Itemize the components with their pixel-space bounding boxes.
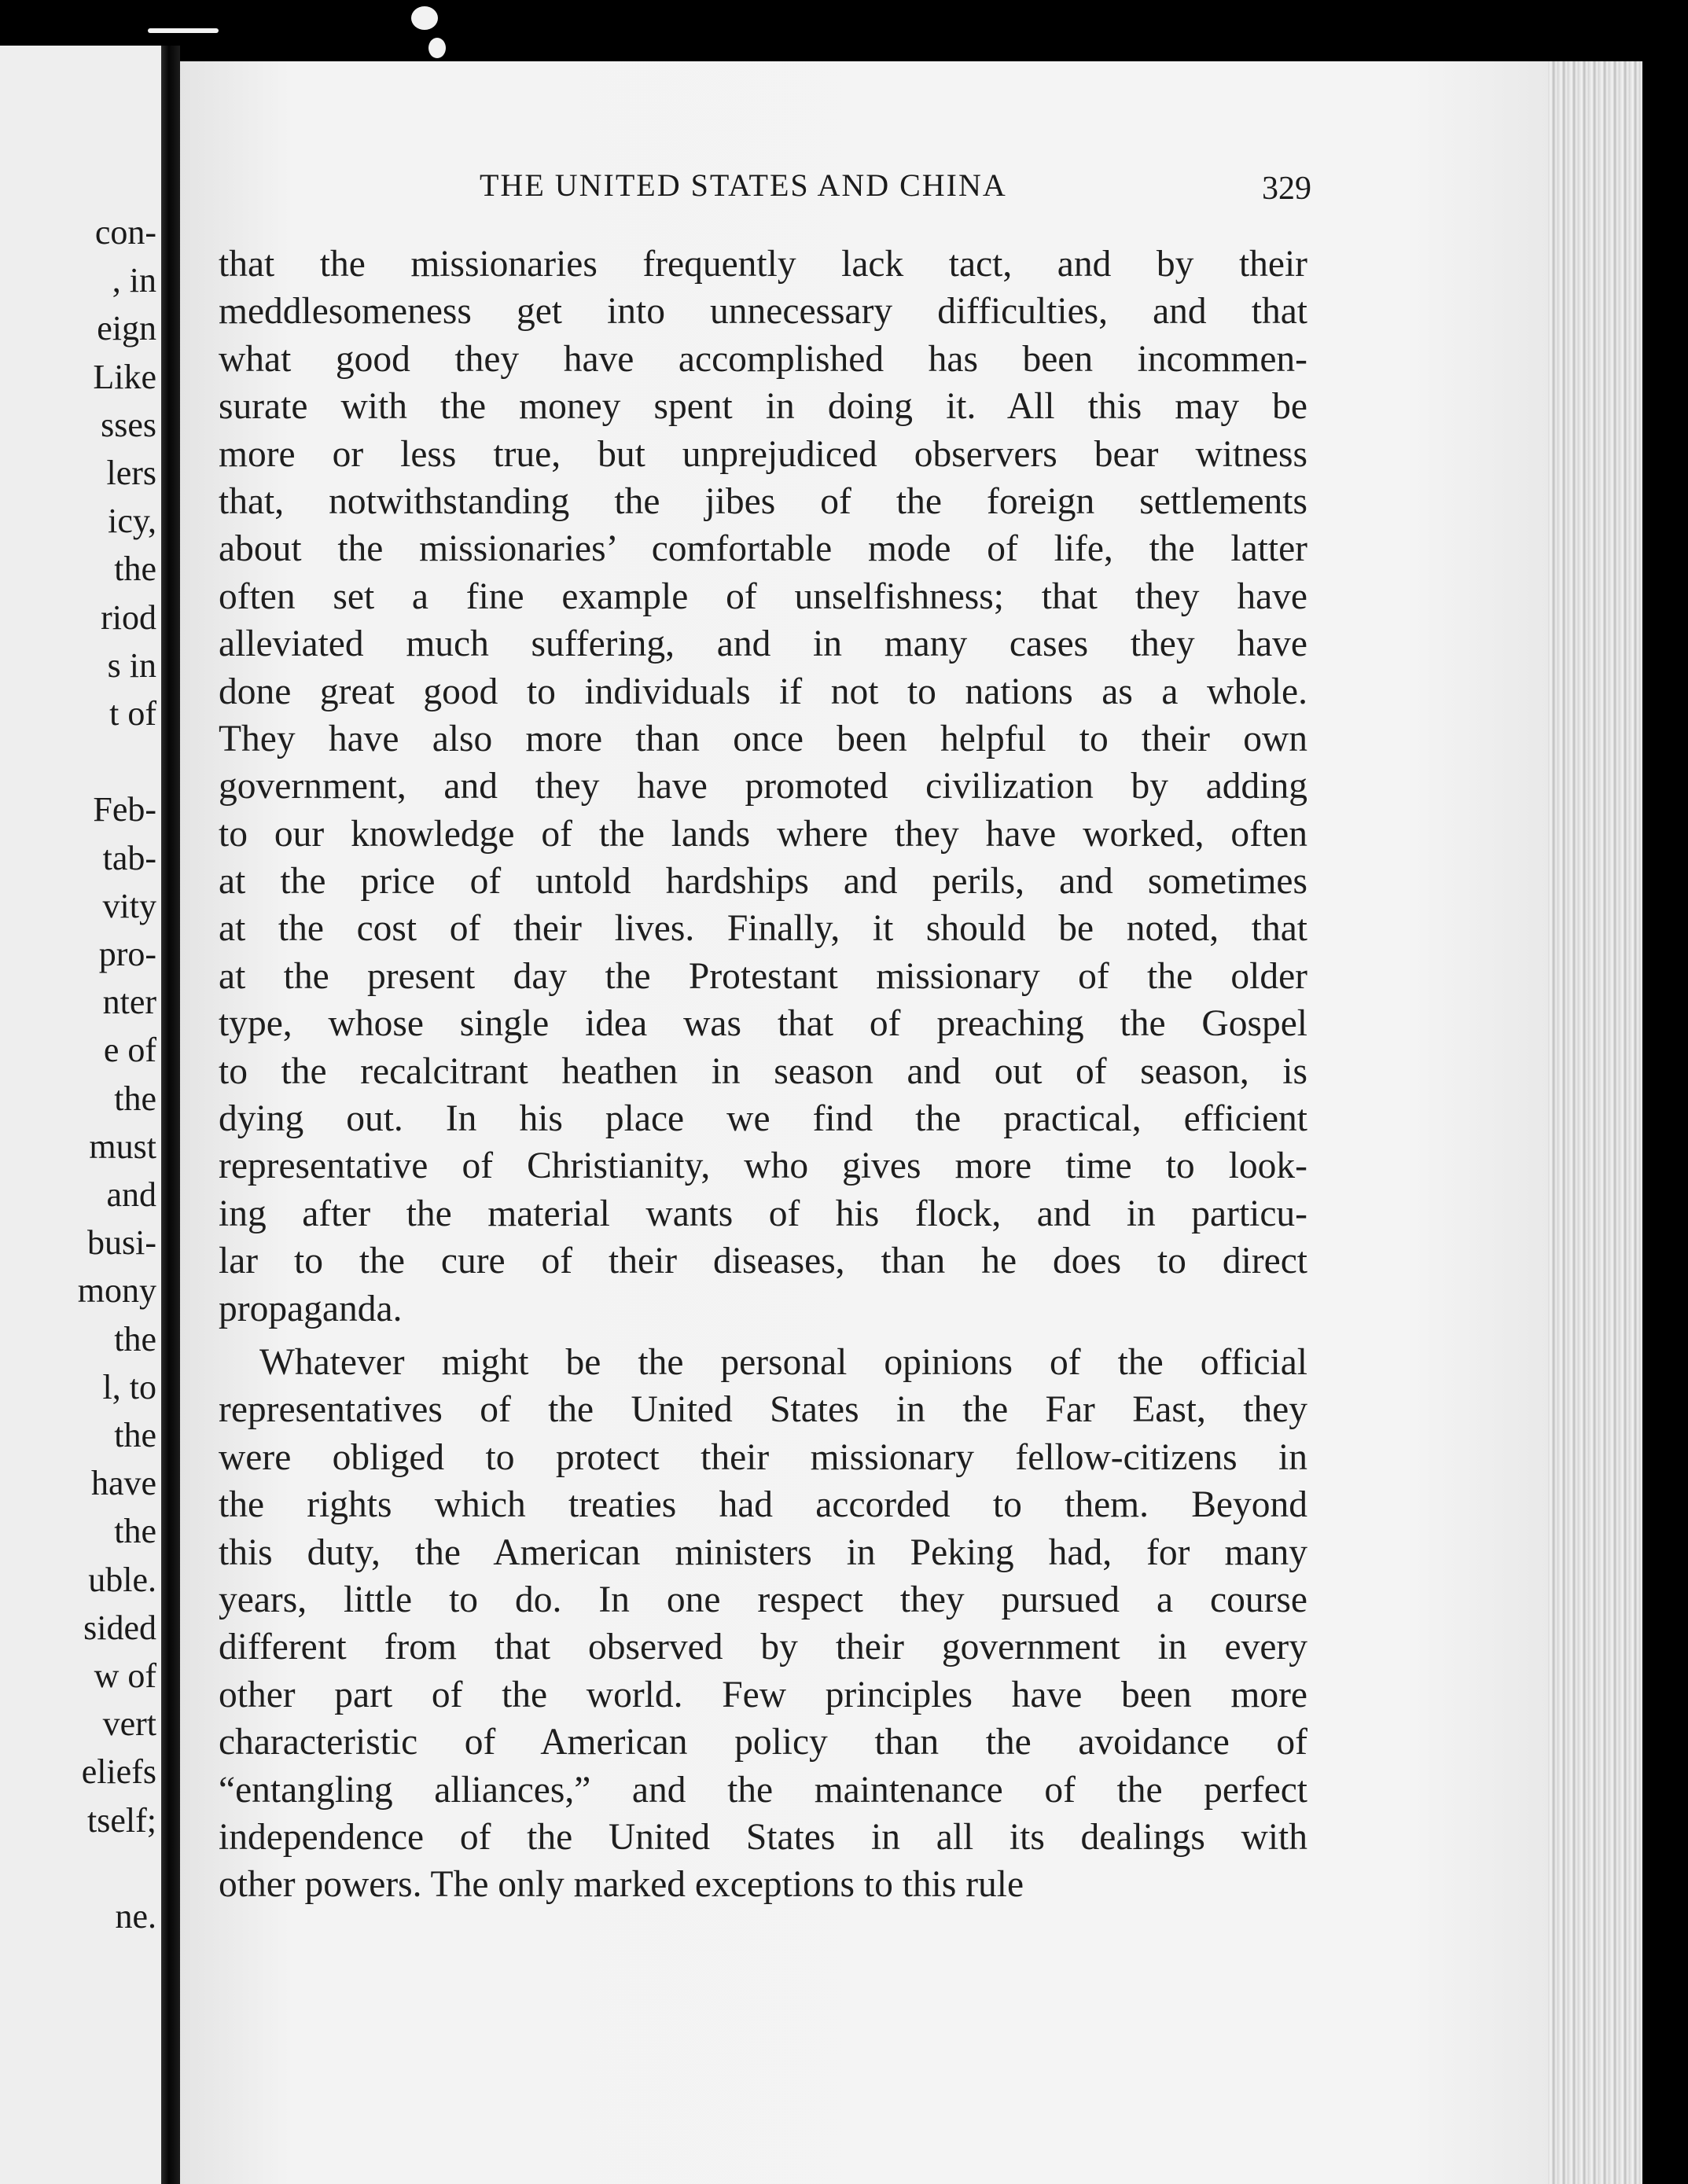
- left-page-fragment: have: [90, 1464, 156, 1503]
- text-line: to our knowledge of the lands where they have worked, often: [219, 813, 1307, 855]
- text-line: done great good to individuals if not to nations as a whole.: [219, 671, 1307, 712]
- text-line: this duty, the American ministers in Peking had, for many: [219, 1531, 1307, 1573]
- left-page-fragment: riod: [101, 597, 156, 637]
- text-line: lar to the cure of their diseases, than he does to direct: [219, 1241, 1307, 1282]
- text-line: other powers. The only marked exceptions to this rule: [219, 1864, 1024, 1906]
- left-page-fragment: con-: [94, 213, 156, 252]
- text-line: at the present day the Protestant missionary of the older: [219, 955, 1307, 997]
- text-line: about the missionaries’ comfortable mode of life, the latter: [219, 528, 1307, 570]
- left-page-fragment: icy,: [108, 502, 156, 541]
- text-line: alleviated much suffering, and in many cases they have: [219, 623, 1307, 665]
- left-page-fragment: tself;: [87, 1800, 156, 1840]
- left-page-fragment: and: [106, 1175, 156, 1214]
- text-line: “entangling alliances,” and the maintenance of the perfect: [219, 1769, 1307, 1811]
- left-page-fragment: Like: [93, 357, 156, 396]
- text-line: Whatever might be the personal opinions of the official: [259, 1341, 1307, 1383]
- left-page-fragment: mony: [77, 1271, 156, 1311]
- text-line: surate with the money spent in doing it. All this may be: [219, 386, 1307, 428]
- text-line: that the missionaries frequently lack tact, and by their: [219, 244, 1307, 285]
- text-line: other part of the world. Few principles have been more: [219, 1674, 1307, 1715]
- page-number: 329: [1262, 171, 1311, 207]
- text-line: type, whose single idea was that of preaching the Gospel: [219, 1003, 1307, 1045]
- text-line: what good they have accomplished has been incommen-: [219, 338, 1307, 380]
- left-page-fragment: nter: [102, 983, 156, 1022]
- text-line: different from that observed by their government in every: [219, 1627, 1307, 1668]
- left-page-fragment: must: [89, 1127, 156, 1166]
- left-page-fragment: pro-: [98, 935, 156, 973]
- text-line: years, little to do. In one respect they pursued a course: [219, 1579, 1307, 1620]
- text-line: They have also more than once been helpful to their own: [219, 718, 1307, 759]
- left-page-fragment: uble.: [88, 1560, 156, 1599]
- left-page-fragment: the: [114, 1079, 156, 1118]
- book-binding-gutter: [161, 46, 180, 2184]
- left-page-fragment: l, to: [102, 1367, 156, 1406]
- left-facing-page: [0, 46, 161, 2184]
- scan-artifact: [411, 6, 438, 30]
- text-line: meddlesomeness get into unnecessary difficulties, and that: [219, 291, 1307, 333]
- text-line: at the cost of their lives. Finally, it should be noted, that: [219, 908, 1307, 950]
- left-page-fragment: the: [114, 1416, 156, 1454]
- left-page-fragment: the: [114, 1319, 156, 1359]
- body-text: [219, 241, 1307, 1909]
- left-page-fragment: vity: [102, 886, 156, 925]
- page-edges: [1548, 61, 1642, 2184]
- text-line: that, notwithstanding the jibes of the foreign settlements: [219, 480, 1307, 522]
- left-page-fragment: eliefs: [81, 1752, 156, 1792]
- left-page-fragment: ne.: [115, 1897, 156, 1936]
- left-page-fragment: sses: [101, 405, 156, 444]
- text-line: to the recalcitrant heathen in season and out of season, is: [219, 1050, 1307, 1092]
- left-page-fragment: busi-: [87, 1223, 156, 1263]
- left-page-fragment: tab-: [102, 838, 156, 877]
- text-line: at the price of untold hardships and perils, and sometimes: [219, 861, 1307, 903]
- running-head: THE UNITED STATES AND CHINA: [480, 167, 1007, 203]
- text-line: propaganda.: [219, 1288, 403, 1329]
- text-line: representatives of the United States in the Far East, they: [219, 1389, 1307, 1431]
- text-line: more or less true, but unprejudiced observers bear witness: [219, 433, 1307, 475]
- paragraph-2: [219, 1339, 1307, 1909]
- text-line: ing after the material wants of his flock, and in particu-: [219, 1193, 1307, 1234]
- left-page-fragment: t of: [109, 694, 156, 733]
- text-line: the rights which treaties had accorded to them. Beyond: [219, 1484, 1307, 1526]
- text-line: characteristic of American policy than the avoidance of: [219, 1722, 1307, 1763]
- scan-artifact: [428, 38, 446, 58]
- text-line: dying out. In his place we find the practical, efficient: [219, 1098, 1307, 1140]
- text-line: independence of the United States in all its dealings with: [219, 1816, 1307, 1858]
- text-line: representative of Christianity, who gives more time to look-: [219, 1145, 1307, 1187]
- left-page-fragment: sided: [83, 1608, 156, 1647]
- left-page-fragment: w of: [94, 1656, 156, 1695]
- text-line: government, and they have promoted civilization by adding: [219, 766, 1307, 807]
- left-page-fragment: Feb-: [93, 790, 156, 829]
- text-line: often set a fine example of unselfishness; that they have: [219, 575, 1307, 617]
- text-line: were obliged to protect their missionary fellow-citizens in: [219, 1436, 1307, 1478]
- left-page-fragment: the: [114, 550, 156, 589]
- left-page-fragment: s in: [107, 645, 156, 685]
- left-page-fragment: e of: [103, 1031, 156, 1070]
- left-page-fragment: , in: [112, 261, 156, 300]
- paragraph-1: [219, 241, 1307, 1333]
- left-page-fragment: lers: [106, 454, 156, 492]
- left-page-fragment: vert: [102, 1704, 156, 1744]
- left-page-fragment: eign: [97, 309, 156, 348]
- left-page-fragment: the: [114, 1512, 156, 1551]
- scan-artifact: [148, 28, 219, 33]
